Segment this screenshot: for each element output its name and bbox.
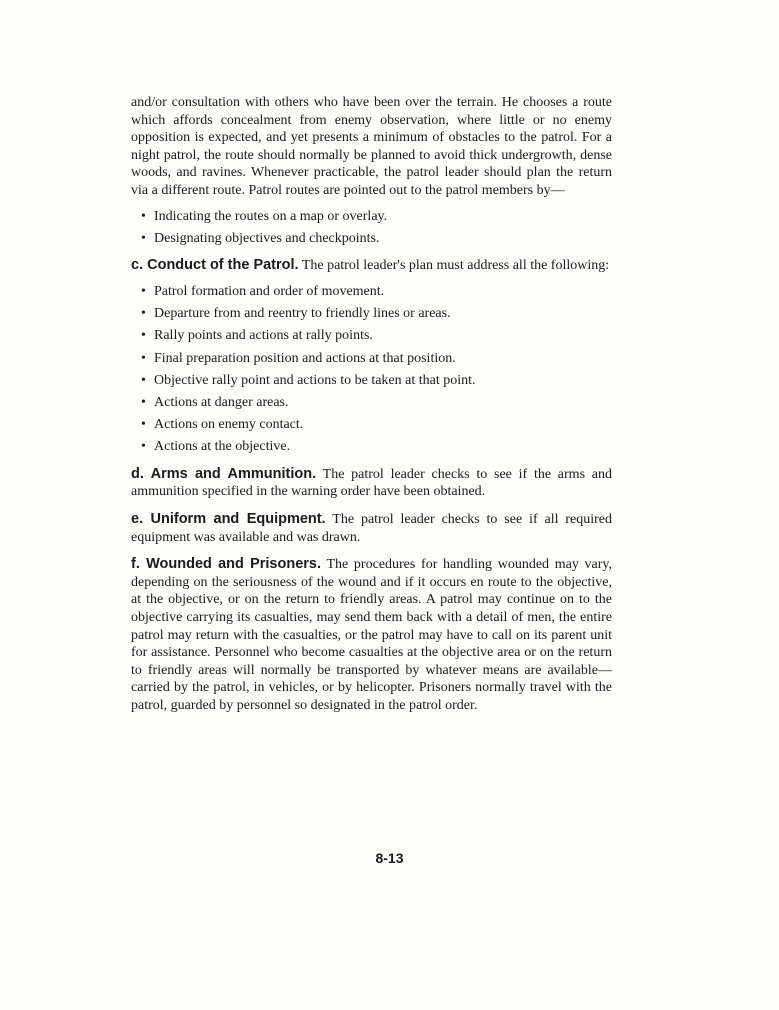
list-item: • Objective rally point and actions to be taken at that point. (141, 372, 612, 390)
section-e-heading (131, 511, 326, 527)
section-c-title: Conduct of the Patrol. (147, 257, 299, 274)
page-number: 8-13 (375, 850, 404, 866)
route-bullet-list (131, 208, 612, 248)
section-c-letter: c. (131, 257, 144, 274)
section-f-title: Wounded and Prisoners. (146, 556, 322, 573)
section-d-text: The patrol leader checks to see if the arms and ammunition specified in the warning order have been obtained. (131, 466, 612, 500)
section-e-text: The patrol leader checks to see if all required equipment was available and was drawn. (131, 512, 613, 545)
list-item: • Departure from and reentry to friendly lines or areas. (141, 305, 612, 323)
intro-paragraph: and/or consultation with others who have been over the terrain. He chooses a route which affords concealment from enemy observation, where little or no enemy opposition is expected, and yet presents a minimum of obstacles to the patrol. For a night patrol, the route should normally be planned to avoid thick undergrowth, dense woods, and ravines. Whenever practicable, the patrol leader should plan the return via a different route. Patrol routes are pointed out to the patrol members by— (131, 95, 612, 198)
section-e (131, 511, 612, 546)
list-item: • Actions at danger areas. (141, 394, 612, 412)
section-f-text: The procedures for handling wounded may vary, depending on the seriousness of the wound and if it occurs en route to the objective, at the objective, or on the return to friendly areas. A patrol may continue on to the objective carrying its casualties, may send them back with a detail of men, the entire patrol may return with the casualties, or the patrol may have to call on its parent unit for assistance. Personnel who become casualties at the objective area or on the return to friendly areas will normally be transported by whatever means are available—carried by the patrol, in vehicles, or by helicopter. Prisoners normally travel with the patrol, guarded by personnel so designated in the patrol order. (131, 557, 613, 713)
section-d (131, 466, 612, 501)
section-f-heading (131, 556, 321, 572)
section-e-letter: e. (131, 511, 144, 528)
list-item: • Patrol formation and order of movement. (141, 283, 612, 301)
section-c-text: The patrol leader's plan must address all the following: (301, 258, 610, 274)
section-f-letter: f. (131, 556, 140, 573)
section-d-heading (131, 466, 316, 482)
page-content (131, 94, 612, 715)
section-c-heading (131, 257, 299, 273)
list-item: • Actions on enemy contact. (141, 416, 612, 434)
section-d-title: Arms and Ammunition. (150, 465, 317, 482)
list-item: • Indicating the routes on a map or overlay. (141, 208, 612, 226)
list-item: • Final preparation position and actions at that position. (141, 350, 612, 368)
section-c (131, 257, 612, 275)
conduct-bullet-list (131, 283, 612, 456)
section-d-letter: d. (131, 465, 144, 482)
section-e-title: Uniform and Equipment. (150, 511, 326, 528)
list-item: • Designating objectives and checkpoints. (141, 230, 612, 248)
list-item: • Actions at the objective. (141, 438, 612, 456)
section-f (131, 556, 612, 714)
list-item: • Rally points and actions at rally points. (141, 327, 612, 345)
